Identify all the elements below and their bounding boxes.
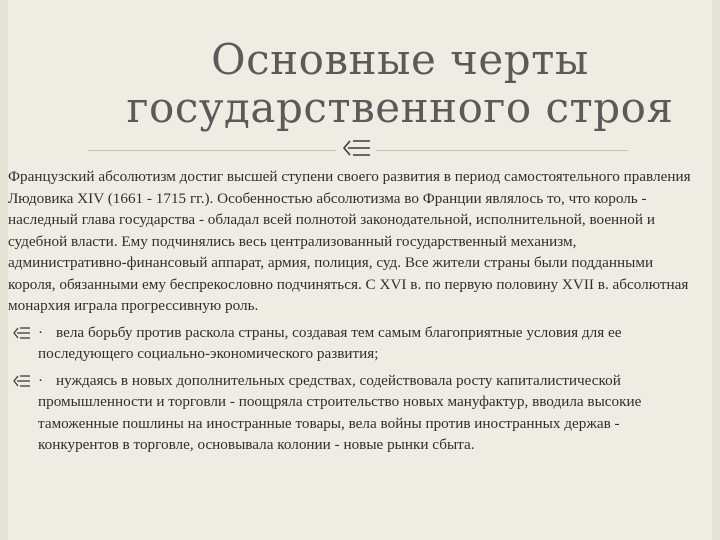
chevron-lines-icon — [12, 325, 32, 341]
list-item — [8, 370, 698, 456]
bullet-dot: · — [38, 371, 44, 389]
bullet-text: нуждаясь в новых дополнительных средствах, содействовала росту капиталистической промышленности и торговли - поощряла строительство новых мануфактур, вводила высокие таможенные пошлины на иностранные товары, вела войны против иностранных держав - конкурентов в торговле, основывала колонии - новые рынки сбыта. — [38, 371, 642, 453]
slide-title — [80, 36, 720, 132]
chevron-lines-icon — [336, 136, 376, 162]
title-line-2: государственного строя — [126, 83, 674, 132]
slide-body — [8, 166, 698, 456]
list-item — [8, 322, 698, 365]
bullet-dot: · — [38, 323, 44, 341]
bullet-text: вела борьбу против раскола страны, создавая тем самым благоприятные условия для ее последующего социально-экономического развития; — [38, 323, 622, 362]
chevron-lines-icon — [12, 373, 32, 389]
slide-border-left — [0, 0, 8, 540]
title-line-1: Основные черты — [211, 35, 589, 84]
intro-paragraph: Французский абсолютизм достиг высшей ступени своего развития в период самостоятельного правления Людовика XIV (1661 - 1715 гг.). Особенностью абсолютизма во Франции являлось то, что король - наследный глава государства - обладал всей полнотой законодательной, исполнительной, военной и судебной власти. Ему подчинялись весь централизованный государственный механизм, административно-финансовый аппарат, армия, полиция, суд. Все жители страны были подданными короля, обязанными ему беспрекословно подчиняться. С XVI в. по первую половину XVII в. абсолютная монархия играла прогрессивную роль. — [8, 168, 691, 314]
